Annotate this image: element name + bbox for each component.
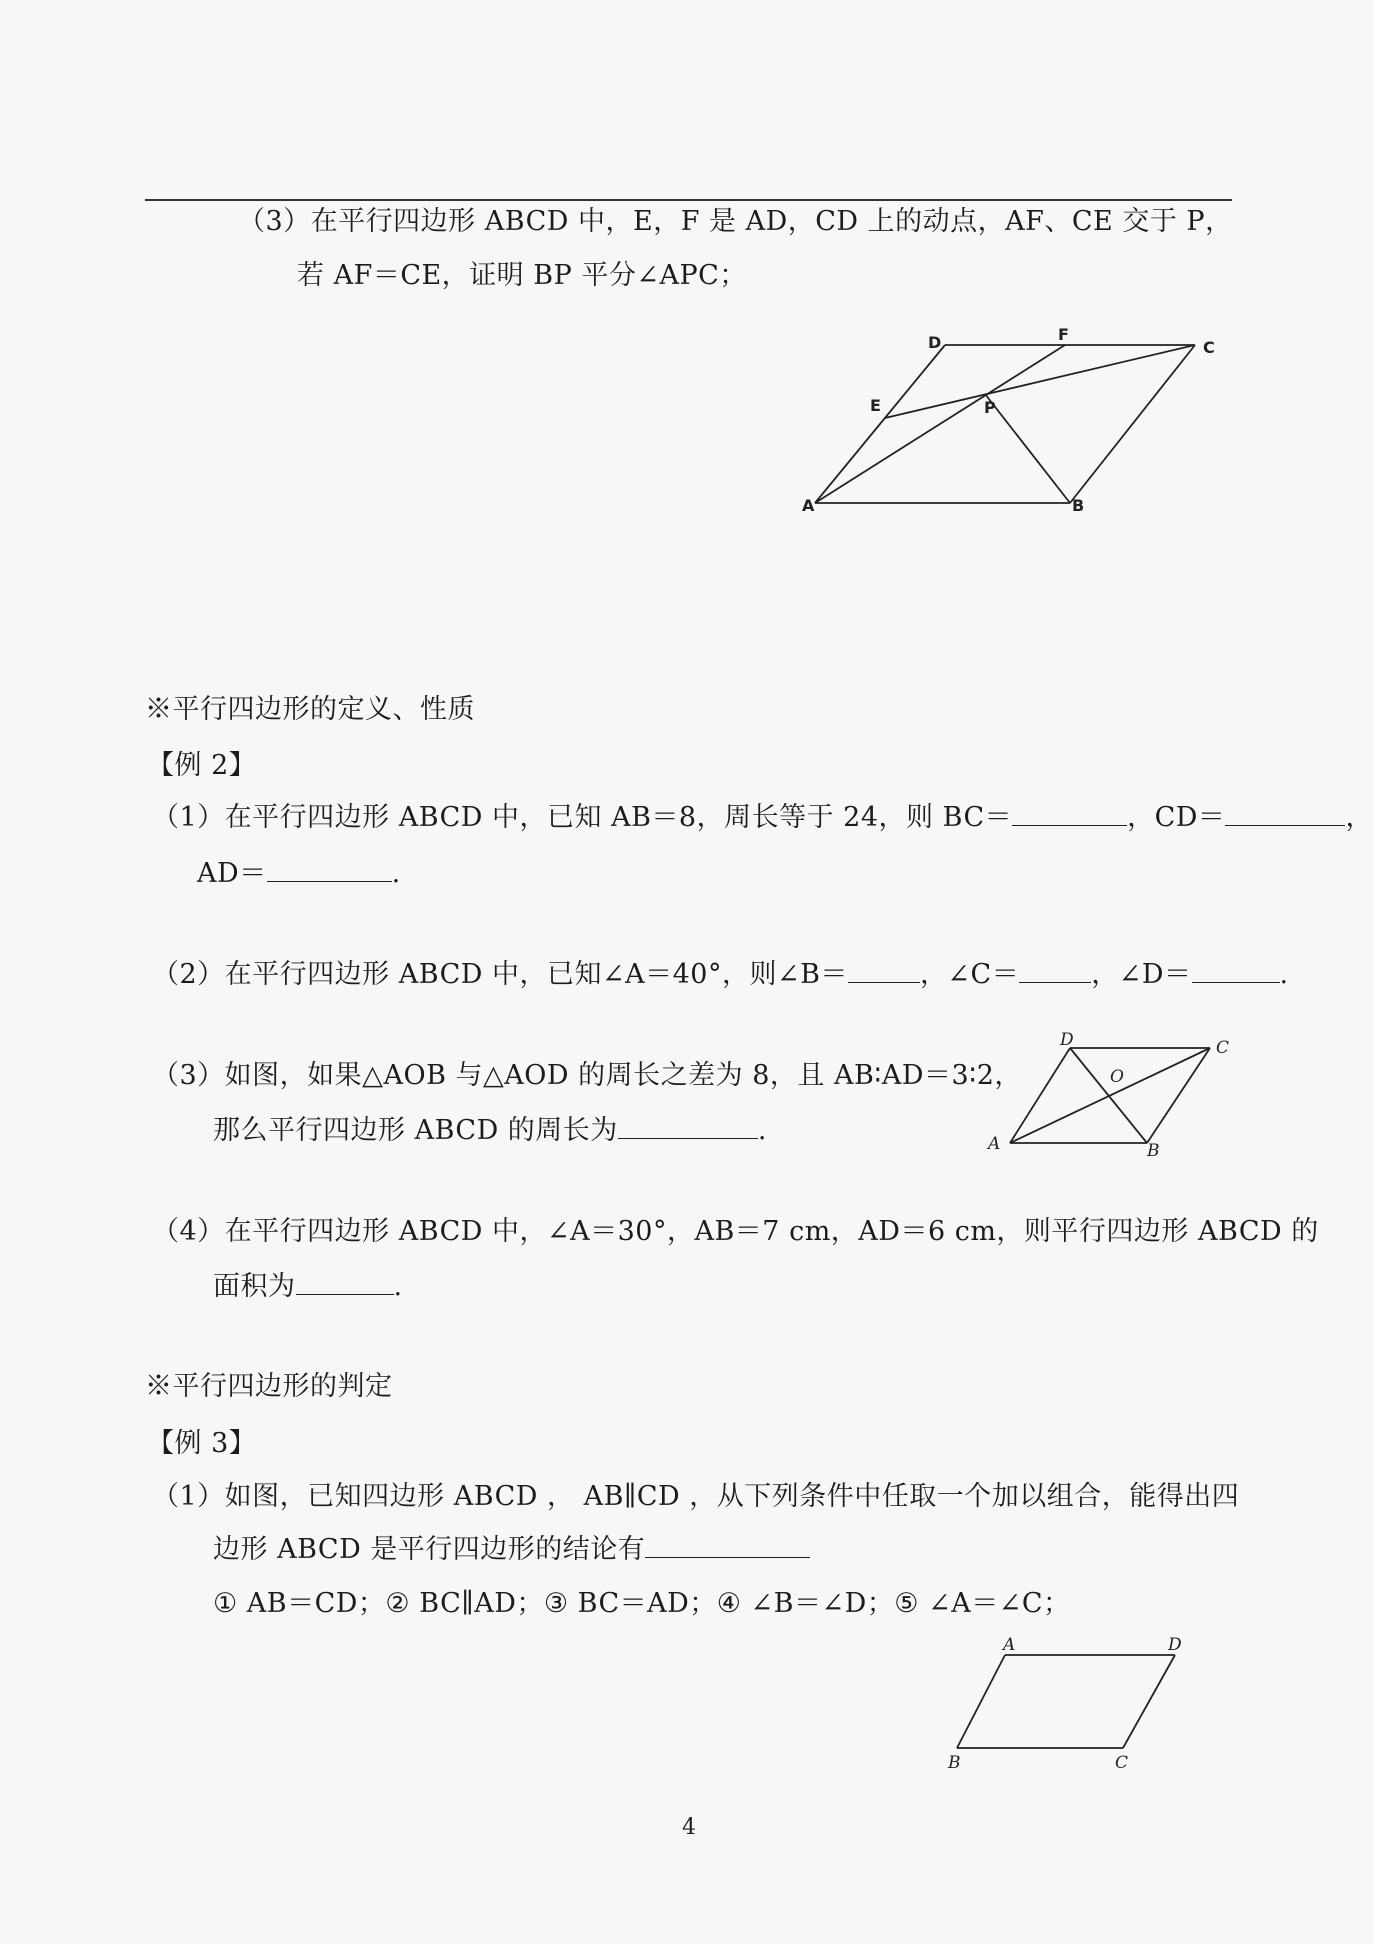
fig2-label-A: A	[988, 1134, 1001, 1154]
ex2-q1-text-b: ，CD＝	[1127, 802, 1226, 833]
ex2-q1-text-e: .	[391, 858, 401, 889]
ex2-q1-text-d: AD＝	[197, 858, 267, 889]
ex2-q4-line2	[213, 1270, 403, 1304]
problem-3-line1: （3）在平行四边形 ABCD 中，E，F 是 AD，CD 上的动点，AF、CE 交于 P，	[238, 206, 1233, 237]
fig3-label-C: C	[1115, 1753, 1129, 1773]
ex2-q2	[152, 958, 1289, 992]
ex2-q1-line1	[152, 801, 1373, 835]
fig1-label-P: P	[984, 398, 996, 417]
fig1-label-C: C	[1203, 338, 1215, 357]
ex2-q2-text-d: .	[1279, 959, 1289, 990]
section-definition-heading: ※平行四边形的定义、性质	[145, 694, 475, 725]
fig2-label-D: D	[1060, 1030, 1074, 1050]
fig1-label-B: B	[1072, 496, 1085, 515]
ex2-q1-blank-ad[interactable]	[267, 857, 392, 882]
figure-3-lines	[957, 1655, 1175, 1748]
ex2-q1-text-c: ，	[1345, 802, 1373, 833]
ex2-q3-text-c: .	[757, 1115, 767, 1146]
fig2-label-B: B	[1147, 1141, 1160, 1161]
fig1-label-E: E	[870, 396, 881, 415]
ex2-q2-text-b: ，∠C＝	[919, 959, 1020, 990]
ex3-q1-text-b: 边形 ABCD 是平行四边形的结论有	[213, 1534, 646, 1565]
fig1-label-F: F	[1058, 325, 1069, 344]
ex2-q1-text-a: （1）在平行四边形 ABCD 中，已知 AB＝8，周长等于 24，则 BC＝	[152, 802, 1013, 833]
page-number: 4	[682, 1815, 697, 1840]
example-2-title: 【例 2】	[147, 750, 257, 781]
ex3-q1-line2	[213, 1533, 810, 1567]
figure-1-lines	[815, 345, 1195, 503]
ex2-q2-blank-b[interactable]	[848, 958, 920, 983]
ex2-q2-text-c: ，∠D＝	[1091, 959, 1192, 990]
ex2-q1-line2	[197, 857, 401, 891]
ex3-q1-conditions: ① AB＝CD；② BC∥AD；③ BC＝AD；④ ∠B＝∠D；⑤ ∠A＝∠C；	[213, 1588, 1071, 1619]
figure-2-lines	[1010, 1048, 1210, 1143]
ex2-q2-blank-d[interactable]	[1192, 958, 1280, 983]
ex3-q1-line1: （1）如图，已知四边形 ABCD ， AB∥CD ，从下列条件中任取一个加以组合，能得出四	[152, 1481, 1240, 1512]
ex2-q4-text-c: .	[393, 1271, 403, 1302]
ex2-q2-blank-c[interactable]	[1019, 958, 1091, 983]
ex2-q4-line1: （4）在平行四边形 ABCD 中，∠A＝30°，AB＝7 cm，AD＝6 cm，则平行四边形 ABCD 的	[152, 1216, 1319, 1247]
example-3-title: 【例 3】	[147, 1428, 257, 1459]
fig2-label-O: O	[1110, 1067, 1124, 1087]
ex2-q4-blank-area[interactable]	[296, 1270, 394, 1295]
fig2-label-C: C	[1216, 1038, 1230, 1058]
ex2-q2-text-a: （2）在平行四边形 ABCD 中，已知∠A＝40°，则∠B＝	[152, 959, 848, 990]
ex2-q1-blank-cd[interactable]	[1225, 801, 1345, 826]
ex2-q1-blank-bc[interactable]	[1012, 801, 1127, 826]
fig3-label-D: D	[1168, 1635, 1182, 1655]
fig1-label-D: D	[928, 333, 942, 352]
ex2-q3-line1: （3）如图，如果△AOB 与△AOD 的周长之差为 8，且 AB∶AD＝3∶2，	[152, 1060, 1022, 1091]
fig3-label-A: A	[1003, 1635, 1016, 1655]
ex2-q3-line2	[213, 1114, 767, 1148]
fig1-label-A: A	[802, 496, 815, 515]
section-criteria-heading: ※平行四边形的判定	[145, 1371, 393, 1402]
problem-3-line2: 若 AF＝CE，证明 BP 平分∠APC；	[297, 260, 747, 291]
ex2-q4-text-b: 面积为	[213, 1271, 296, 1302]
ex2-q3-text-b: 那么平行四边形 ABCD 的周长为	[213, 1115, 618, 1146]
fig3-label-B: B	[948, 1753, 961, 1773]
ex3-q1-blank-answer[interactable]	[645, 1533, 810, 1558]
ex2-q3-blank-perimeter[interactable]	[618, 1114, 758, 1139]
